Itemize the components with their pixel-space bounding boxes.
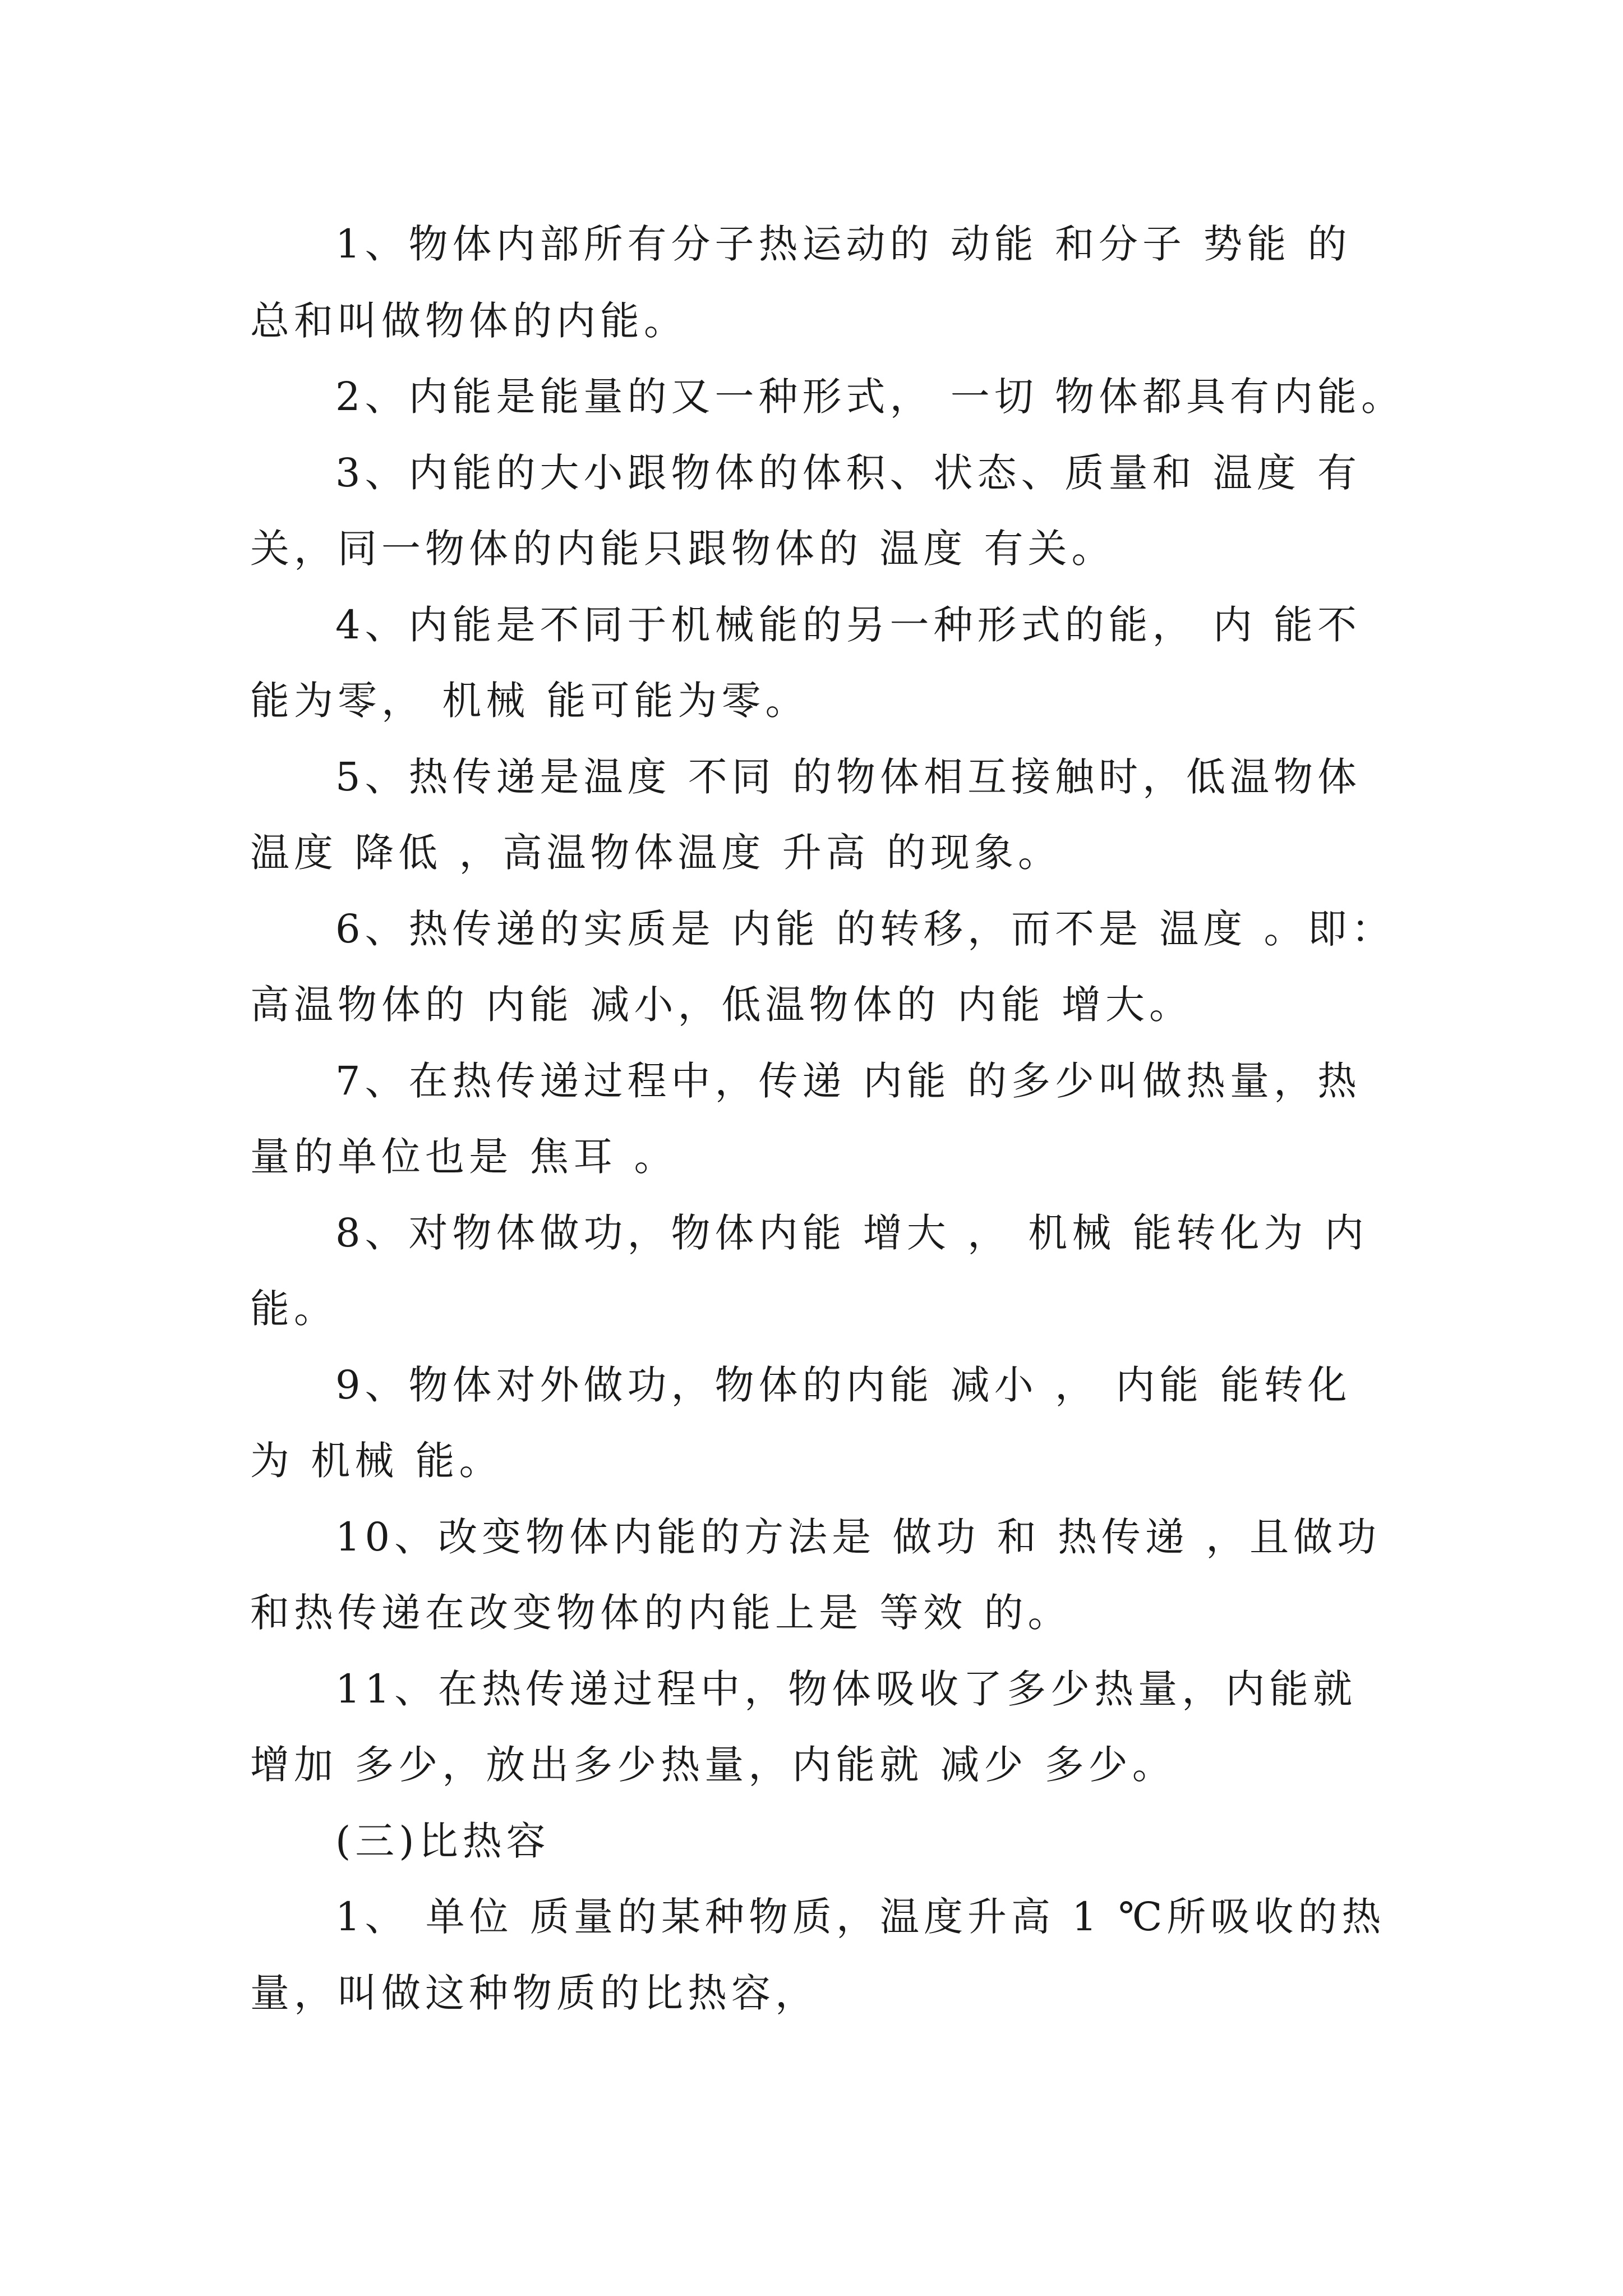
text-line: 温度 降低 ，高温物体温度 升高 的现象。 [250,830,1062,876]
text-line: 7、在热传递过程中，传递 内能 的多少叫做热量，热 [335,1058,1362,1104]
section-heading: (三)比热容 [335,1818,550,1864]
text-line: 6、热传递的实质是 内能 的转移，而不是 温度 。即： [335,906,1395,952]
text-line: 8、对物体做功，物体内能 增大 ， 机械 能转化为 内 [335,1210,1368,1256]
text-line: 1、 单位 质量的某种物质，温度升高 1 ℃所吸收的热 [335,1894,1386,1940]
text-line: 和热传递在改变物体的内能上是 等效 的。 [250,1590,1072,1636]
text-line: 量的单位也是 焦耳 。 [250,1134,678,1180]
text-line: 能。 [250,1286,338,1332]
text-line: 5、热传递是温度 不同 的物体相互接触时，低温物体 [335,754,1362,800]
text-line: 高温物体的 内能 减小，低温物体的 内能 增大。 [250,982,1193,1028]
text-line: 增加 多少，放出多少热量，内能就 减少 多少。 [250,1742,1176,1788]
text-line: 1、物体内部所有分子热运动的 动能 和分子 势能 的 [335,221,1352,267]
text-line: 10、改变物体内能的方法是 做功 和 热传递 ，且做功 [335,1514,1381,1560]
text-line: 能为零， 机械 能可能为零。 [250,678,809,724]
text-line: 2、内能是能量的又一种形式， 一切 物体都具有内能。 [335,374,1405,420]
text-line: 关，同一物体的内能只跟物体的 温度 有关。 [250,526,1115,572]
text-line: 4、内能是不同于机械能的另一种形式的能， 内 能不 [335,602,1362,648]
text-line: 量，叫做这种物质的比热容， [250,1970,819,2016]
text-line: 为 机械 能。 [250,1438,503,1484]
text-line: 总和叫做物体的内能。 [250,298,688,344]
text-line: 9、物体对外做功，物体的内能 减小 ， 内能 能转化 [335,1362,1352,1408]
text-line: 3、内能的大小跟物体的体积、状态、质量和 温度 有 [335,450,1362,496]
text-line: 11、在热传递过程中，物体吸收了多少热量，内能就 [335,1666,1357,1712]
